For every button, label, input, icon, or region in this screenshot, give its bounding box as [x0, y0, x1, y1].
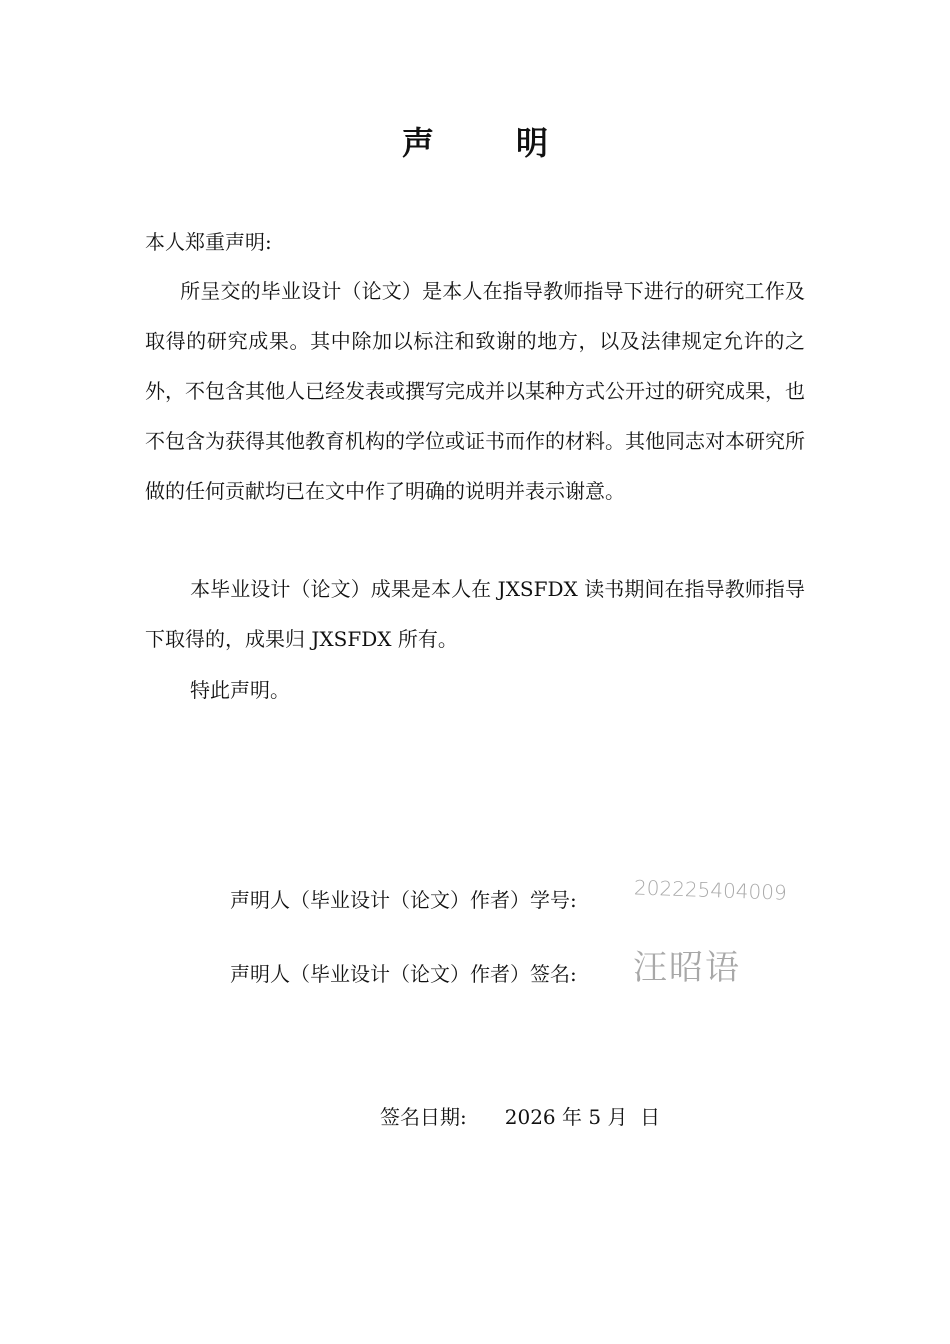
- handwritten-signature: 汪昭语: [633, 948, 741, 988]
- student-id-label: 声明人（毕业设计（论文）作者）学号:: [230, 888, 577, 912]
- title-char-1: 声: [401, 124, 434, 162]
- date-value: 2026 年 5 月 日: [504, 1105, 661, 1129]
- handwritten-student-id: 202225404009: [633, 875, 788, 905]
- signature-date: [380, 1101, 660, 1130]
- intro-line: 本人郑重声明:: [145, 230, 272, 254]
- paragraph-2: [145, 564, 805, 664]
- paragraph-1-text: 所呈交的毕业设计（论文）是本人在指导教师指导下进行的研究工作及取得的研究成果。其中除加以标注和致谢的地方，以及法律规定允许的之外，不包含其他人已经发表或撰写完成并以某种方式公开过的研究成果，也不包含为获得其他教育机构的学位或证书而作的材料。其他同志对本研究所做的任何贡献均已在文中作了明确的说明并表示谢意。: [145, 279, 805, 503]
- closing-line: 特此声明。: [190, 678, 290, 702]
- paragraph-1: [145, 266, 805, 516]
- signature-label: 声明人（毕业设计（论文）作者）签名:: [230, 962, 577, 986]
- date-label: 签名日期:: [380, 1105, 467, 1129]
- paragraph-2-text: 本毕业设计（论文）成果是本人在 JXSFDX 读书期间在指导教师指导下取得的，成果归 JXSFDX 所有。: [145, 577, 805, 651]
- title-char-2: 明: [516, 124, 549, 162]
- page-title: [0, 118, 950, 164]
